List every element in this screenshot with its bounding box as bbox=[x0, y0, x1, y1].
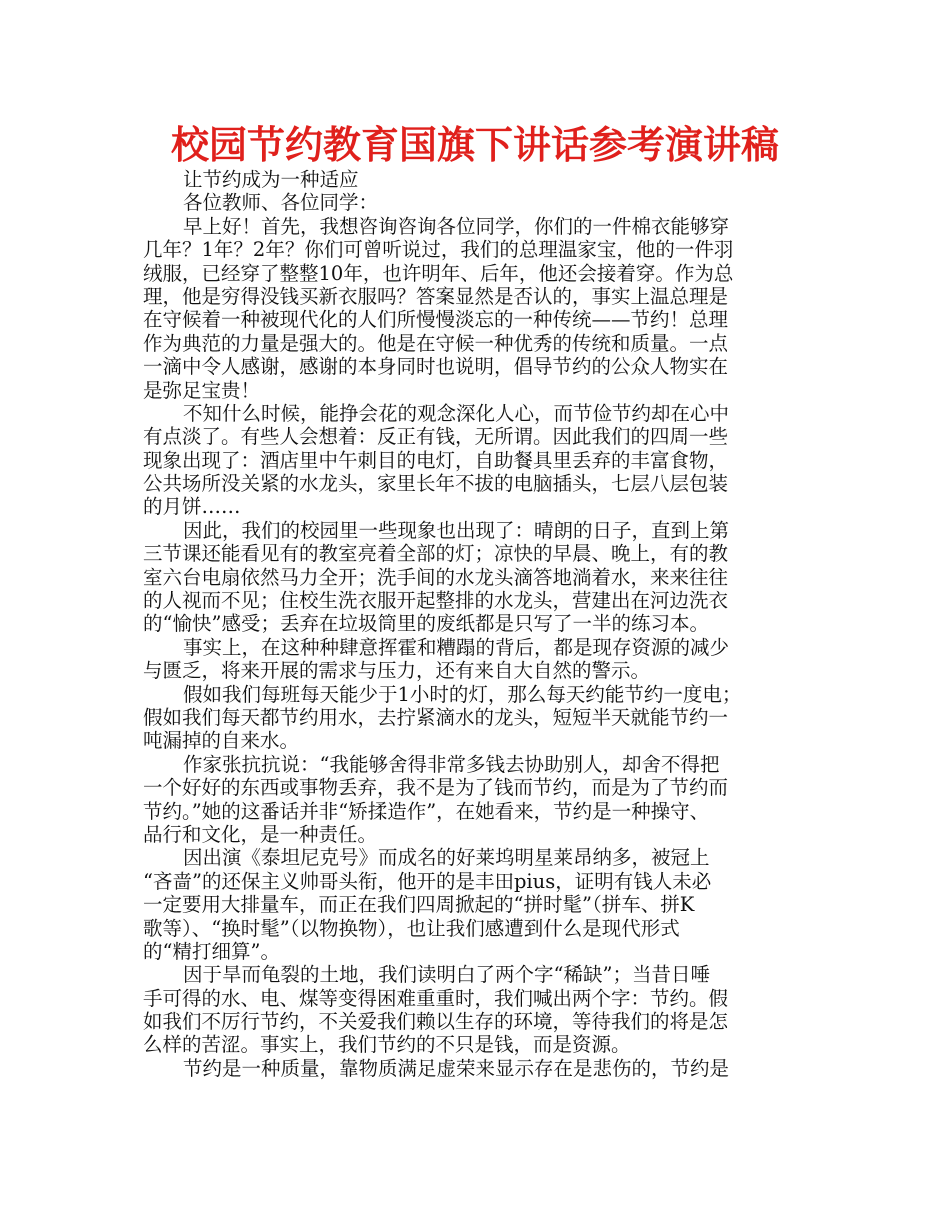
text-line: 三节课还能看见有的教室亮着全部的灯；凉快的早晨、晚上，有的教 bbox=[143, 542, 729, 566]
text-line: 各位教师、各位同学： bbox=[183, 191, 379, 215]
text-line: 手可得的水、电、煤等变得困难重重时，我们喊出两个字：节约。假 bbox=[143, 986, 729, 1010]
text-line: 在守候着一种被现代化的人们所慢慢淡忘的一种传统——节约！总理 bbox=[143, 308, 729, 332]
text-line: 的“愉快”感受；丢弃在垃圾筒里的废纸都是只写了一半的练习本。 bbox=[143, 612, 709, 636]
text-line: 室六台电扇依然马力全开；洗手间的水龙头滴答地淌着水，来来往往 bbox=[143, 565, 729, 589]
text-line: 假如我们每班每天能少于1小时的灯，那么每天约能节约一度电； bbox=[183, 682, 742, 706]
text-line: 节约。”她的这番话并非“矫揉造作”，在她看来，节约是一种操守、 bbox=[143, 799, 710, 823]
text-line: 几年？1年？2年？你们可曾听说过，我们的总理温家宝，他的一件羽 bbox=[143, 238, 734, 262]
text-line: 一滴中令人感谢，感谢的本身同时也说明，倡导节约的公众人物实在 bbox=[143, 355, 729, 379]
text-line: 因出演《泰坦尼克号》而成名的好莱坞明星莱昂纳多，被冠上 bbox=[183, 846, 710, 870]
document-body bbox=[143, 168, 823, 1080]
text-line: 因于旱而龟裂的土地，我们读明白了两个字“稀缺”；当昔日唾 bbox=[183, 963, 710, 987]
text-line: 绒服，已经穿了整整10年，也许明年、后年，他还会接着穿。作为总 bbox=[143, 261, 734, 285]
text-line: 事实上，在这种种肆意挥霍和糟蹋的背后，都是现存资源的减少 bbox=[183, 635, 730, 659]
text-line: 与匮乏，将来开展的需求与压力，还有来自大自然的警示。 bbox=[143, 659, 651, 683]
document-title: 校园节约教育国旗下讲话参考演讲稿 bbox=[170, 123, 779, 167]
text-line: 一定要用大排量车，而正在我们四周掀起的“拼时髦”（拼车、拼K bbox=[143, 893, 695, 917]
text-line: 么样的苦涩。事实上，我们节约的不只是钱，而是资源。 bbox=[143, 1033, 631, 1057]
text-line: 是弥足宝贵！ bbox=[143, 378, 261, 402]
text-line: 不知什么时候，能挣会花的观念深化人心，而节俭节约却在心中 bbox=[183, 401, 730, 425]
text-line: 有点淡了。有些人会想着：反正有钱，无所谓。因此我们的四周一些 bbox=[143, 425, 729, 449]
text-line: 理，他是穷得没钱买新衣服吗？答案显然是否认的，事实上温总理是 bbox=[143, 284, 729, 308]
text-line: 因此，我们的校园里一些现象也出现了：晴朗的日子，直到上第 bbox=[183, 518, 730, 542]
text-line: 如我们不厉行节约，不关爱我们赖以生存的环境，等待我们的将是怎 bbox=[143, 1010, 729, 1034]
text-line: 吨漏掉的自来水。 bbox=[143, 729, 300, 753]
text-line: 作家张抗抗说：“我能够舍得非常多钱去协助别人，却舍不得把 bbox=[183, 752, 720, 776]
text-line: 的月饼…… bbox=[143, 495, 241, 519]
text-line: 歌等）、“换时髦”（以物换物），也让我们感遭到什么是现代形式 bbox=[143, 916, 680, 940]
text-line: 现象出现了：酒店里中午刺目的电灯，自助餐具里丢弃的丰富食物， bbox=[143, 448, 729, 472]
text-line: 公共场所没关紧的水龙头，家里长年不拔的电脑插头，七层八层包装 bbox=[143, 472, 729, 496]
text-line: 早上好！首先，我想咨询咨询各位同学，你们的一件棉衣能够穿 bbox=[183, 214, 730, 238]
text-line: “吝啬”的还保主义帅哥头衔，他开的是丰田pius，证明有钱人未必 bbox=[143, 869, 712, 893]
text-line: 假如我们每天都节约用水，去拧紧滴水的龙头，短短半天就能节约一 bbox=[143, 705, 729, 729]
text-line: 让节约成为一种适应 bbox=[183, 168, 359, 191]
text-line: 的“精打细算”。 bbox=[143, 939, 280, 963]
text-line: 一个好好的东西或事物丢弃，我不是为了钱而节约，而是为了节约而 bbox=[143, 776, 729, 800]
text-line: 节约是一种质量，靠物质满足虚荣来显示存在是悲伤的，节约是 bbox=[183, 1056, 730, 1080]
text-line: 作为典范的力量是强大的。他是在守候一种优秀的传统和质量。一点 bbox=[143, 331, 729, 355]
text-line: 品行和文化，是一种责任。 bbox=[143, 822, 378, 846]
text-line: 的人视而不见；住校生洗衣服开起整排的水龙头，营建出在河边洗衣 bbox=[143, 589, 729, 613]
